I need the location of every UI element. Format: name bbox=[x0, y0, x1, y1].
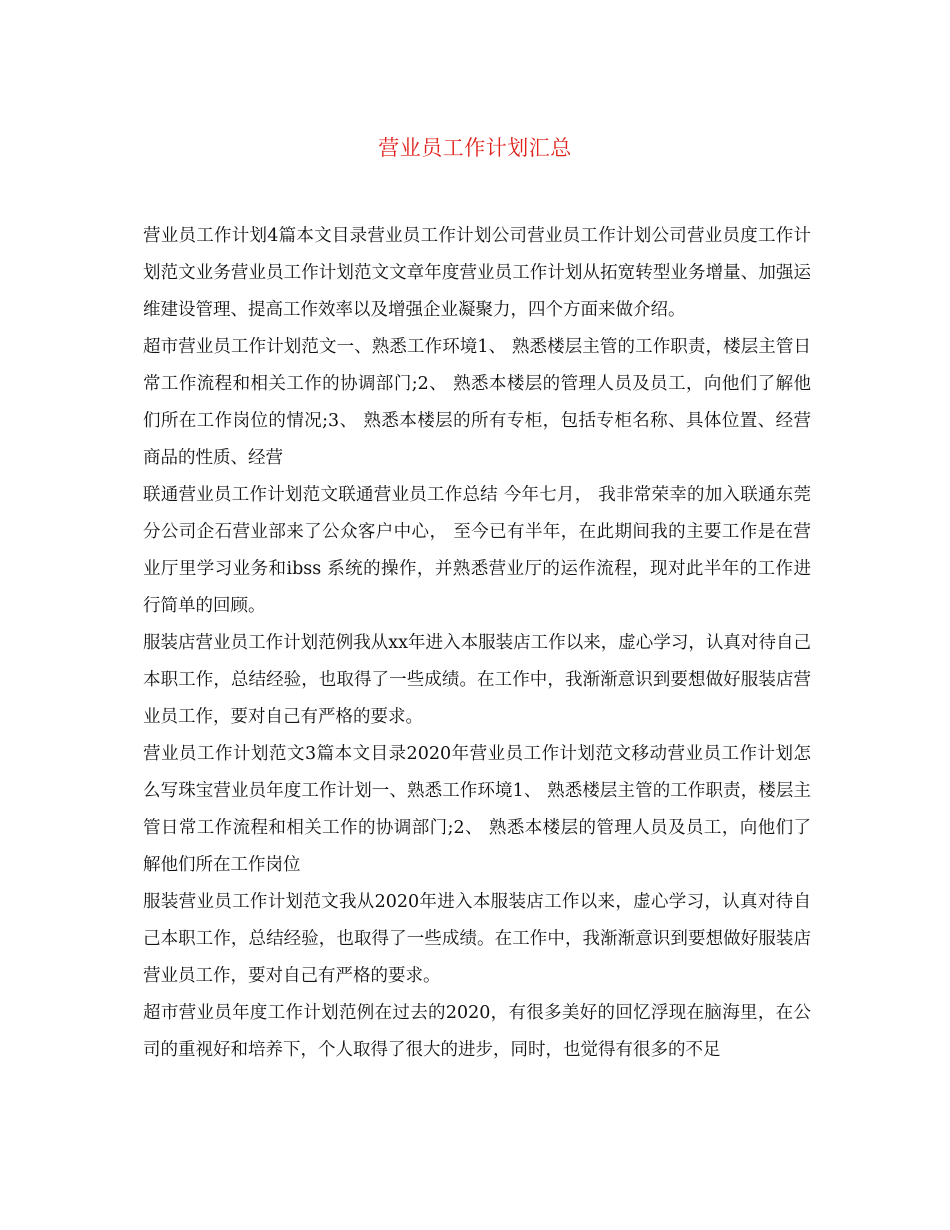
paragraph-5: 营业员工作计划范文3篇本文目录2020年营业员工作计划范文移动营业员工作计划怎么写珠宝营业员年度工作计划一、熟悉工作环境1、 熟悉楼层主管的工作职责，楼层主管日常工作流程和相关工作的协调部门;2、 熟悉本楼层的管理人员及员工，向他们了解他们所在工作岗位 bbox=[143, 744, 811, 875]
paragraph-6: 服装营业员工作计划范文我从2020年进入本服装店工作以来，虚心学习，认真对待自己本职工作，总结经验，也取得了一些成绩。在工作中，我渐渐意识到要想做好服装店营业员工作，要对自己有严格的要求。 bbox=[143, 892, 811, 986]
paragraph-1: 营业员工作计划4篇本文目录营业员工作计划公司营业员工作计划公司营业员度工作计划范文业务营业员工作计划范文文章年度营业员工作计划从拓宽转型业务增量、加强运维建设管理、提高工作效率以及增强企业凝聚力，四个方面来做介绍。 bbox=[143, 226, 811, 320]
paragraph-7: 超市营业员年度工作计划范例在过去的2020，有很多美好的回忆浮现在脑海里，在公司的重视好和培养下，个人取得了很大的进步，同时，也觉得有很多的不足 bbox=[143, 1003, 811, 1060]
document-title: 营业员工作计划汇总 bbox=[378, 136, 572, 160]
paragraph-3: 联通营业员工作计划范文联通营业员工作总结 今年七月， 我非常荣幸的加入联通东莞分公司企石营业部来了公众客户中心， 至今已有半年，在此期间我的主要工作是在营业厅里学习业务和ibss 系统的操作，并熟悉营业厅的运作流程，现对此半年的工作进行简单的回顾。 bbox=[143, 485, 811, 616]
paragraph-2: 超市营业员工作计划范文一、熟悉工作环境1、 熟悉楼层主管的工作职责，楼层主管日常工作流程和相关工作的协调部门;2、 熟悉本楼层的管理人员及员工，向他们了解他们所在工作岗位的情况;3、 熟悉本楼层的所有专柜，包括专柜名称、具体位置、经营商品的性质、经营 bbox=[143, 337, 811, 468]
paragraph-4: 服装店营业员工作计划范例我从xx年进入本服装店工作以来，虚心学习，认真对待自己本职工作，总结经验，也取得了一些成绩。在工作中，我渐渐意识到要想做好服装店营业员工作，要对自己有严格的要求。 bbox=[143, 633, 811, 727]
document-body bbox=[143, 218, 811, 1069]
